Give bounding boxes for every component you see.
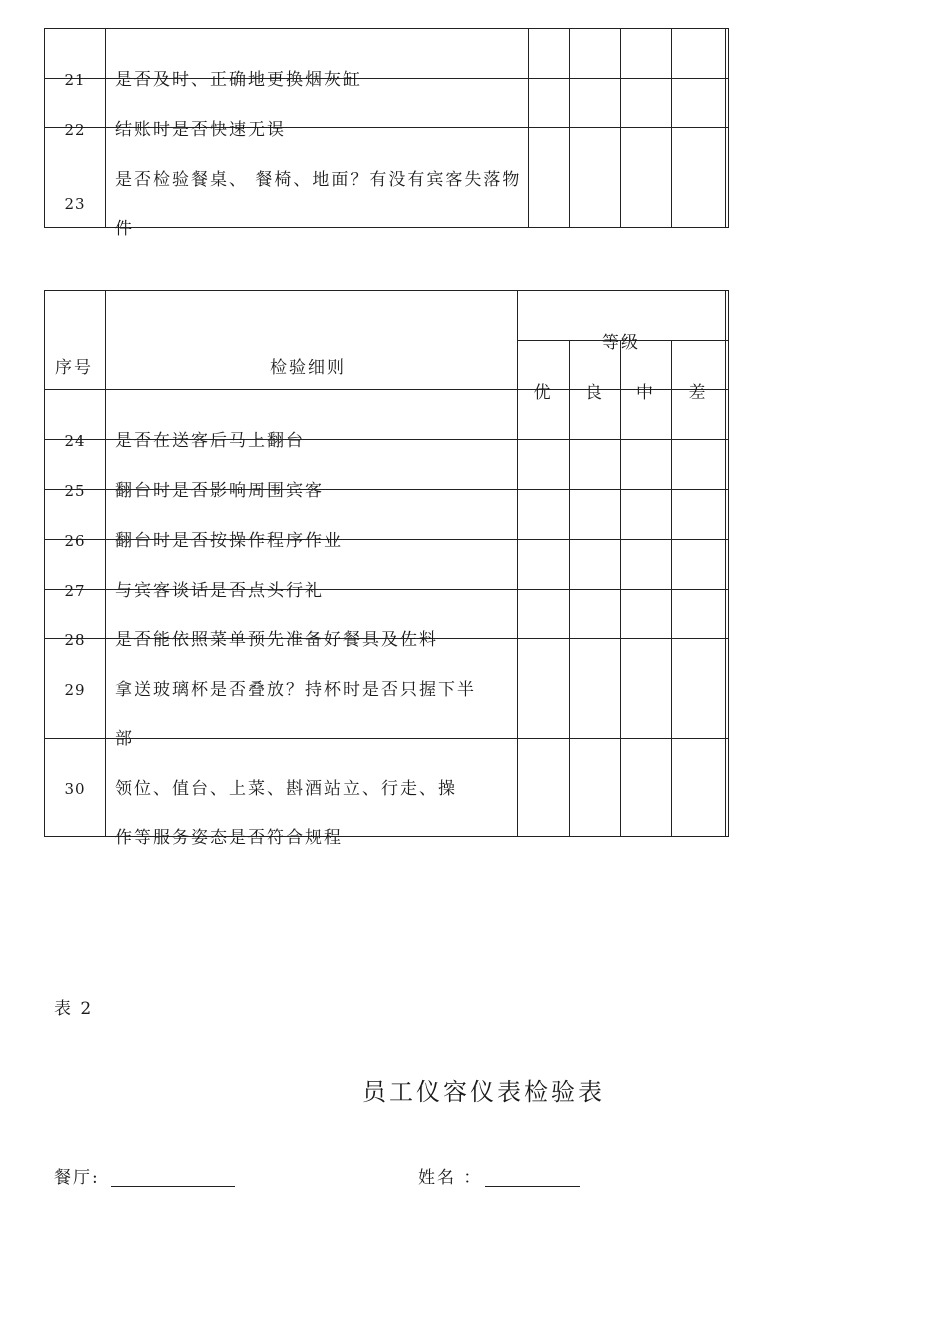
row-number: 23 [64, 195, 86, 213]
row-number: 27 [64, 582, 86, 600]
row-number: 26 [64, 532, 86, 550]
row-detail-continued: 件 [115, 219, 134, 239]
table-border [44, 290, 45, 837]
row-number: 29 [64, 681, 86, 699]
table-border [725, 290, 726, 837]
row-detail: 领位、值台、上菜、斟酒站立、行走、操 [115, 779, 457, 799]
table-col-divider [671, 28, 672, 228]
table-col-divider [517, 290, 518, 837]
row-detail: 是否及时、正确地更换烟灰缸 [115, 70, 362, 90]
row-number: 22 [64, 121, 86, 139]
table-col-divider [105, 28, 106, 228]
table-border [728, 28, 729, 228]
row-detail: 是否检验餐桌、 餐椅、地面？有没有宾客失落物 [115, 170, 522, 190]
row-number: 30 [64, 780, 86, 798]
row-detail: 是否在送客后马上翻台 [115, 431, 305, 451]
table-col-divider [569, 340, 570, 837]
grade-poor: 差 [688, 383, 708, 403]
grade-good: 良 [585, 383, 604, 403]
table-col-divider [620, 28, 621, 228]
table-border [728, 290, 729, 837]
table-col-divider [671, 340, 672, 837]
table-border [44, 28, 728, 29]
table-col-divider [620, 340, 621, 837]
row-number: 21 [64, 71, 86, 89]
row-number: 24 [64, 432, 86, 450]
table-row-divider [44, 738, 728, 739]
table-border [725, 28, 726, 228]
row-detail: 与宾客谈话是否点头行礼 [115, 581, 324, 601]
restaurant-label: 餐厅: [54, 1168, 100, 1188]
table-col-divider [569, 28, 570, 228]
row-detail-continued: 作等服务姿态是否符合规程 [115, 828, 343, 848]
row-detail: 是否能依照菜单预先准备好餐具及佐料 [115, 630, 438, 650]
header-seq: 序号 [55, 358, 93, 378]
row-detail: 拿送玻璃杯是否叠放？持杯时是否只握下半 [115, 680, 476, 700]
header-detail: 检验细则 [270, 358, 346, 378]
table-border [44, 227, 728, 228]
name-blank-line [485, 1186, 580, 1187]
row-detail: 结账时是否快速无误 [115, 120, 286, 140]
restaurant-blank-line [111, 1186, 235, 1187]
grade-fair: 中 [636, 383, 655, 403]
header-grade: 等级 [602, 333, 640, 353]
table-border [44, 290, 728, 291]
table-col-divider [105, 290, 106, 837]
row-detail: 翻台时是否按操作程序作业 [115, 531, 343, 551]
form-title: 员工仪容仪表检验表 [362, 1078, 605, 1106]
row-detail-continued: 部 [115, 729, 134, 749]
grade-excellent: 优 [533, 383, 553, 403]
row-number: 25 [64, 482, 86, 500]
table-label: 表 2 [54, 999, 94, 1019]
row-number: 28 [64, 631, 86, 649]
table-col-divider [528, 28, 529, 228]
row-detail: 翻台时是否影响周围宾客 [115, 481, 324, 501]
name-label: 姓名 ： [418, 1168, 483, 1188]
